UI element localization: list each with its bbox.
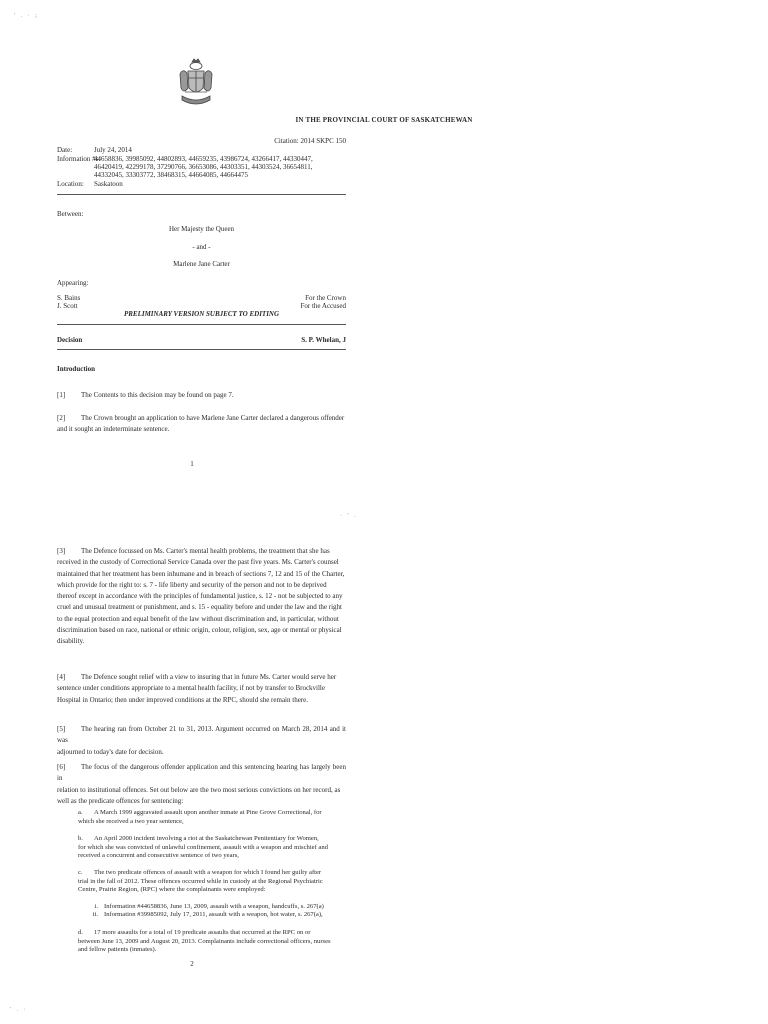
paragraph-6 bbox=[57, 762, 346, 807]
paragraph-number: [3] bbox=[57, 547, 66, 555]
scan-speck: · ' . bbox=[340, 513, 358, 519]
list-text: An April 2000 incident involving a riot at the Saskatchewan Penitentiary for Women, bbox=[94, 835, 319, 842]
list-text: trial in the fall of 2012. These offences occurred while in custody at the Regional Psychiatric bbox=[78, 877, 323, 885]
appearing-label: Appearing: bbox=[57, 279, 89, 287]
paragraph-number: [5] bbox=[57, 725, 66, 733]
citation: Citation: 2014 SKPC 150 bbox=[274, 137, 346, 145]
party-crown: Her Majesty the Queen bbox=[168, 225, 235, 233]
list-text: received a concurrent and consecutive sentence of two years, bbox=[78, 852, 239, 860]
list-text: for which she was convicted of unlawful confinement, assault with a weapon and mischief and bbox=[78, 843, 328, 851]
counsel-crown: S. Bains bbox=[57, 294, 81, 302]
location-label: Location: bbox=[57, 180, 84, 188]
judge-name: S. P. Whelan, J bbox=[301, 336, 346, 344]
page-number: 2 bbox=[190, 960, 194, 968]
paragraph-text: The Contents to this decision may be found on page 7. bbox=[81, 391, 234, 399]
document-page-2 bbox=[0, 500, 768, 1024]
party-separator: - and - bbox=[192, 243, 211, 251]
paragraph-number: [2] bbox=[57, 414, 66, 422]
list-text: 17 more assaults for a total of 19 predicate assaults that occurred at the RPC on or bbox=[94, 929, 311, 936]
paragraph-text: maintained that her treatment has been inhumane and in breach of sections 7, 12 and 15 of the Charter, bbox=[57, 569, 345, 578]
counsel-crown-role: For the Crown bbox=[305, 294, 346, 302]
list-text: and fellow patients (inmates). bbox=[78, 946, 157, 954]
paragraph-number: [1] bbox=[57, 391, 66, 399]
paragraph-4 bbox=[57, 672, 346, 706]
roman-item-ii bbox=[86, 911, 346, 920]
counsel-accused: J. Scott bbox=[57, 302, 78, 310]
paragraph-2 bbox=[57, 413, 346, 436]
paragraph-text: adjourned to today's date for decision. bbox=[57, 747, 164, 756]
paragraph-text: sentence under conditions appropriate to a mental health facility, if not by transfer to Brockville bbox=[57, 684, 325, 693]
list-text: The two predicate offences of assault with a weapon for which I found her guilty after bbox=[94, 869, 322, 876]
court-title: IN THE PROVINCIAL COURT OF SASKATCHEWAN bbox=[295, 116, 473, 124]
paragraph-text: The Crown brought an application to have Marlene Jane Carter declared a dangerous offender bbox=[81, 414, 345, 422]
list-text: which she received a two year sentence, bbox=[78, 817, 184, 825]
information-line: 44332045, 33303772, 38468315, 44664085, 44664475 bbox=[94, 171, 248, 179]
information-line: 44658836, 39985092, 44802893, 44659235, 43986724, 43266417, 44330447, bbox=[94, 155, 313, 163]
paragraph-text: and it sought an indeterminate sentence. bbox=[57, 425, 170, 434]
paragraph-text: The Defence focussed on Ms. Carter's mental health problems, the treatment that she has bbox=[81, 547, 330, 555]
divider bbox=[57, 324, 346, 325]
paragraph-text: Hospital in Ontario; then under improved conditions at the RPC, should she remain there. bbox=[57, 695, 308, 704]
roman-numeral: i. bbox=[94, 903, 98, 910]
paragraph-number: [6] bbox=[57, 763, 66, 771]
date-value: July 24, 2014 bbox=[94, 146, 132, 154]
paragraph-3 bbox=[57, 546, 346, 648]
paragraph-text: thereof except in accordance with the principles of fundamental justice, s. 12 - not be subjected to any bbox=[57, 592, 343, 601]
divider bbox=[57, 349, 346, 350]
coat-of-arms-seal bbox=[177, 58, 215, 110]
preliminary-notice: PRELIMINARY VERSION SUBJECT TO EDITING bbox=[123, 310, 280, 318]
paragraph-number: [4] bbox=[57, 673, 66, 681]
counsel-accused-role: For the Accused bbox=[300, 302, 346, 310]
roman-numeral: ii. bbox=[92, 911, 98, 918]
paragraph-text: The focus of the dangerous offender application and this sentencing hearing has largely been in bbox=[57, 763, 346, 783]
list-letter: c. bbox=[78, 869, 83, 876]
divider bbox=[57, 194, 346, 195]
paragraph-1 bbox=[57, 390, 346, 401]
party-accused: Marlene Jane Carter bbox=[173, 260, 230, 268]
paragraph-text: to the equal protection and equal benefit of the law without discrimination and, in particular, without bbox=[57, 614, 339, 623]
list-letter: a. bbox=[78, 809, 83, 816]
list-letter: b. bbox=[78, 835, 83, 842]
paragraph-text: which provide for the right to: s. 7 - life liberty and security of the person and not to be deprived bbox=[57, 580, 327, 589]
list-item-b bbox=[78, 835, 346, 861]
document-page-1 bbox=[0, 0, 768, 500]
list-item-d bbox=[78, 929, 346, 955]
introduction-heading: Introduction bbox=[57, 365, 95, 373]
paragraph-text: discrimination based on race, national or ethnic origin, colour, religion, sex, age or mental or physical bbox=[57, 626, 342, 635]
list-letter: d. bbox=[78, 929, 83, 936]
list-text: A March 1999 aggravated assault upon another inmate at Pine Grove Correctional, for bbox=[94, 809, 322, 816]
roman-text: Information #44658836, June 13, 2009, assault with a weapon, handcuffs, s. 267(a) bbox=[104, 903, 324, 910]
information-line: 46420419, 42299178, 37290766, 36653086, 44303351, 44303524, 36654811, bbox=[94, 163, 313, 171]
scan-speck: ' . · ; bbox=[14, 13, 39, 19]
date-label: Date: bbox=[57, 146, 73, 154]
paragraph-text: disability. bbox=[57, 637, 85, 646]
location-value: Saskatoon bbox=[94, 180, 123, 188]
scan-speck: ' . · bbox=[10, 1007, 28, 1013]
paragraph-text: The hearing ran from October 21 to 31, 2013. Argument occurred on March 28, 2014 and it was bbox=[57, 725, 346, 745]
paragraph-text: well as the predicate offences for sentencing: bbox=[57, 796, 184, 805]
list-item-a bbox=[78, 809, 346, 826]
paragraph-5 bbox=[57, 724, 346, 758]
list-item-c bbox=[78, 869, 346, 895]
page-number: 1 bbox=[190, 460, 194, 468]
roman-text: Information #39985092, July 17, 2011, assault with a weapon, hot water, s. 267(a), bbox=[104, 911, 323, 918]
paragraph-text: cruel and unusual treatment or punishment, and s. 15 - equality before and under the law and the right bbox=[57, 603, 342, 612]
paragraph-text: The Defence sought relief with a view to insuring that in future Ms. Carter would serve her bbox=[81, 673, 337, 681]
paragraph-text: received in the custody of Correctional Service Canada over the past five years. Ms. Carter's counsel bbox=[57, 558, 339, 567]
between-label: Between: bbox=[57, 210, 84, 218]
list-text: between June 13, 2009 and August 20, 2013. Complainants include correctional officers, nurses bbox=[78, 937, 331, 945]
information-label: Information #s: bbox=[57, 155, 101, 163]
list-text: Centre, Prairie Region, (RPC) where the complainants were employed: bbox=[78, 886, 266, 894]
paragraph-text: relation to institutional offences. Set out below are the two most serious convictions on her record, as bbox=[57, 785, 341, 794]
decision-label: Decision bbox=[57, 336, 83, 344]
